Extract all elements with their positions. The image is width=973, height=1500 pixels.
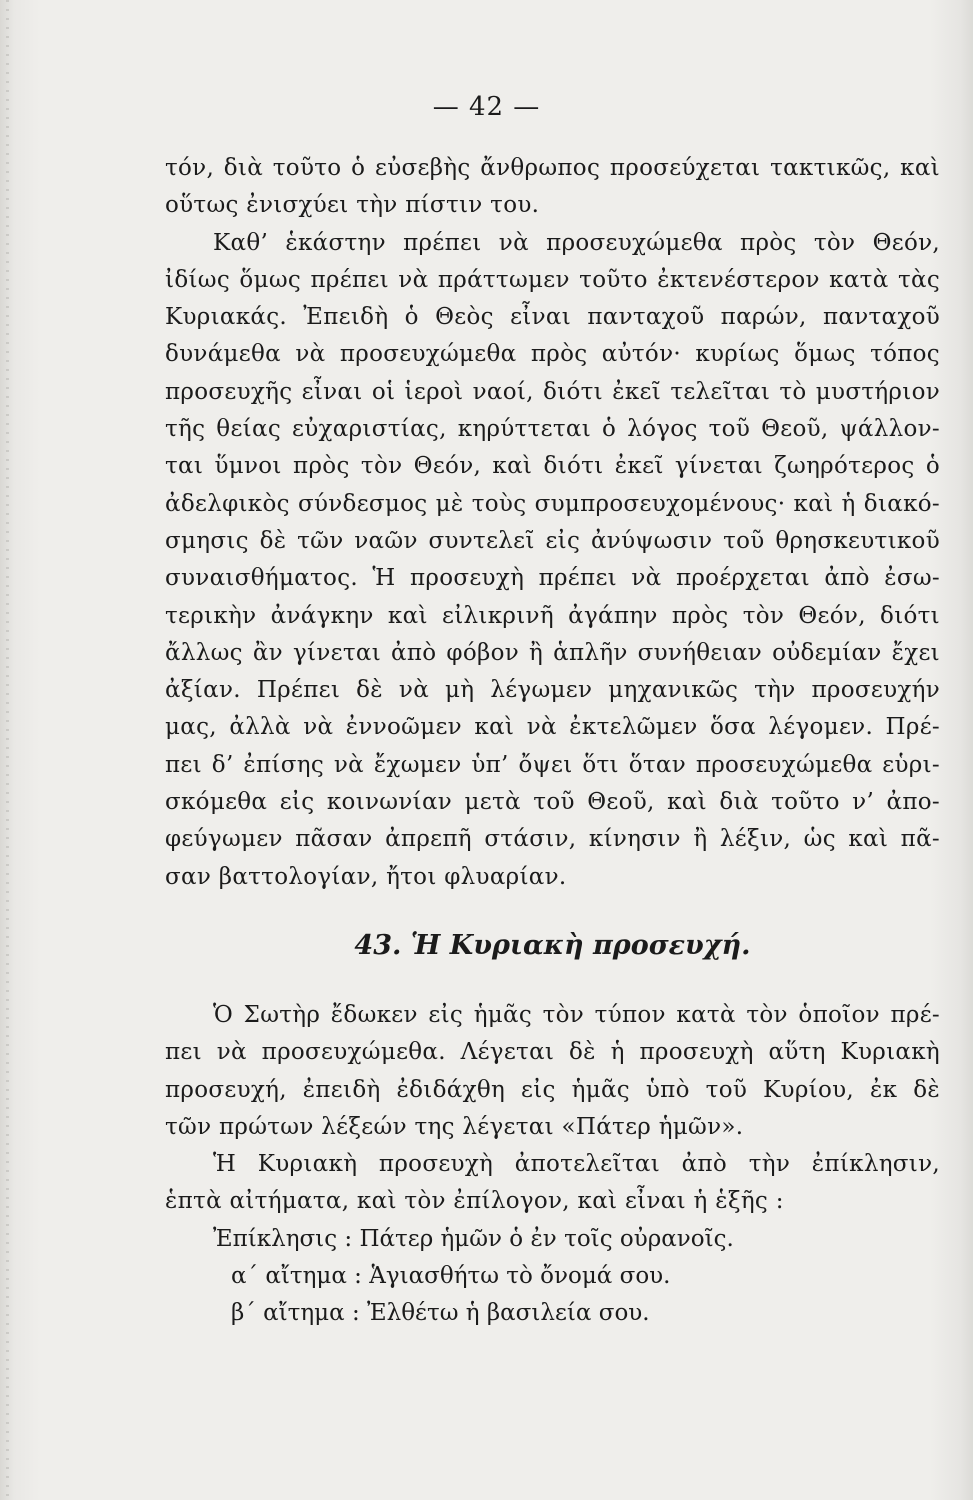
text-line: ἀξίαν. Πρέπει δὲ νὰ μὴ λέγωμεν μηχανικῶς τὴν προσευχήν xyxy=(165,677,940,704)
text-line: ἑπτὰ αἰτήματα, καὶ τὸν ἐπίλογον, καὶ εἶναι ἡ ἑξῆς : xyxy=(165,1188,784,1215)
text-line: Ἡ Κυριακὴ προσευχὴ ἀποτελεῖται ἀπὸ τὴν ἐπίκλησιν, xyxy=(213,1151,940,1178)
text-line: σαν βαττολογίαν, ἤτοι φλυαρίαν. xyxy=(165,863,567,890)
section-43-heading: 43. Ἡ Κυριακὴ προσευχή. xyxy=(354,930,751,961)
text-line: δυνάμεθα νὰ προσευχώμεθα πρὸς αὐτόν· κυρίως ὅμως τόπος xyxy=(165,341,940,368)
text-line: ἀδελφικὸς σύνδεσμος μὲ τοὺς συμπροσευχομένους· καὶ ἡ διακό- xyxy=(165,490,940,517)
prayer-item-text: Πάτερ ἡμῶν ὁ ἐν τοῖς οὐρανοῖς. xyxy=(359,1225,734,1252)
text-line: Καθ’ ἑκάστην πρέπει νὰ προσευχώμεθα πρὸς τὸν Θεόν, xyxy=(213,229,940,256)
text-line: μας, ἀλλὰ νὰ ἐννοῶμεν καὶ νὰ ἐκτελῶμεν ὅσα λέγομεν. Πρέ- xyxy=(165,714,940,741)
text-line: Ὁ Σωτὴρ ἔδωκεν εἰς ἡμᾶς τὸν τύπον κατὰ τὸν ὁποῖον πρέ- xyxy=(213,1002,940,1028)
text-line: ἄλλως ἂν γίνεται ἀπὸ φόβον ἢ ἁπλῆν συνήθειαν οὐδεμίαν ἔχει xyxy=(165,639,940,666)
text-line: τῆς θείας εὐχαριστίας, κηρύττεται ὁ λόγος τοῦ Θεοῦ, ψάλλον- xyxy=(165,416,940,443)
text-line: προσευχή, ἐπειδὴ ἐδιδάχθη εἰς ἡμᾶς ὑπὸ τοῦ Κυρίου, ἐκ δὲ xyxy=(165,1076,940,1103)
text-line: Κυριακάς. Ἐπειδὴ ὁ Θεὸς εἶναι πανταχοῦ παρών, πανταχοῦ xyxy=(165,304,940,331)
page-number: — 42 — xyxy=(432,92,541,122)
text-line: πει δ’ ἐπίσης νὰ ἔχωμεν ὑπ’ ὄψει ὅτι ὅταν προσευχώμεθα εὑρι- xyxy=(165,751,940,778)
prayer-item-label: α´ αἴτημα : xyxy=(231,1263,362,1290)
text-line: πει νὰ προσευχώμεθα. Λέγεται δὲ ἡ προσευχὴ αὕτη Κυριακὴ xyxy=(165,1039,940,1066)
prayer-item-invocation xyxy=(165,1221,940,1258)
prayer-item-label: β´ αἴτημα : xyxy=(231,1300,360,1327)
section-43-text xyxy=(165,997,940,1333)
prayer-item-text: Ἁγιασθήτω τὸ ὄνομά σου. xyxy=(369,1263,671,1290)
prayer-item-text: Ἐλθέτω ἡ βασιλεία σου. xyxy=(367,1300,650,1327)
text-line: σμησις δὲ τῶν ναῶν συντελεῖ εἰς ἀνύψωσιν τοῦ θρησκευτικοῦ xyxy=(165,527,940,554)
text-line: τερικὴν ἀνάγκην καὶ εἰλικρινῆ ἀγάπην πρὸς τὸν Θεόν, διότι xyxy=(165,602,940,629)
text-line: ἰδίως ὅμως πρέπει νὰ πράττωμεν τοῦτο ἐκτενέστερον κατὰ τὰς xyxy=(165,266,940,293)
prayer-item-petition-2 xyxy=(165,1295,940,1332)
text-line: ται ὕμνοι πρὸς τὸν Θεόν, καὶ διότι ἐκεῖ γίνεται ζωηρότερος ὁ xyxy=(165,453,940,480)
text-line: συναισθήματος. Ἡ προσευχὴ πρέπει νὰ προέρχεται ἀπὸ ἐσω- xyxy=(165,565,940,592)
text-line: προσευχῆς εἶναι οἱ ἱεροὶ ναοί, διότι ἐκεῖ τελεῖται τὸ μυστήριον xyxy=(165,378,940,405)
text-line: οὕτως ἐνισχύει τὴν πίστιν του. xyxy=(165,192,540,219)
text-line: τῶν πρώτων λέξεών της λέγεται «Πάτερ ἡμῶν». xyxy=(165,1113,744,1140)
prayer-item-petition-1 xyxy=(165,1258,940,1295)
text-line: φεύγωμεν πᾶσαν ἀπρεπῆ στάσιν, κίνησιν ἢ λέξιν, ὡς καὶ πᾶ- xyxy=(165,826,940,853)
page-edge-shadow xyxy=(6,0,9,1500)
text-line: τόν, διὰ τοῦτο ὁ εὐσεβὴς ἄνθρωπος προσεύχεται τακτικῶς, καὶ xyxy=(165,155,940,181)
section-42-text xyxy=(165,150,940,896)
prayer-item-label: Ἐπίκλησις : xyxy=(213,1225,353,1252)
text-line: σκόμεθα εἰς κοινωνίαν μετὰ τοῦ Θεοῦ, καὶ διὰ τοῦτο ν’ ἀπο- xyxy=(165,789,940,816)
